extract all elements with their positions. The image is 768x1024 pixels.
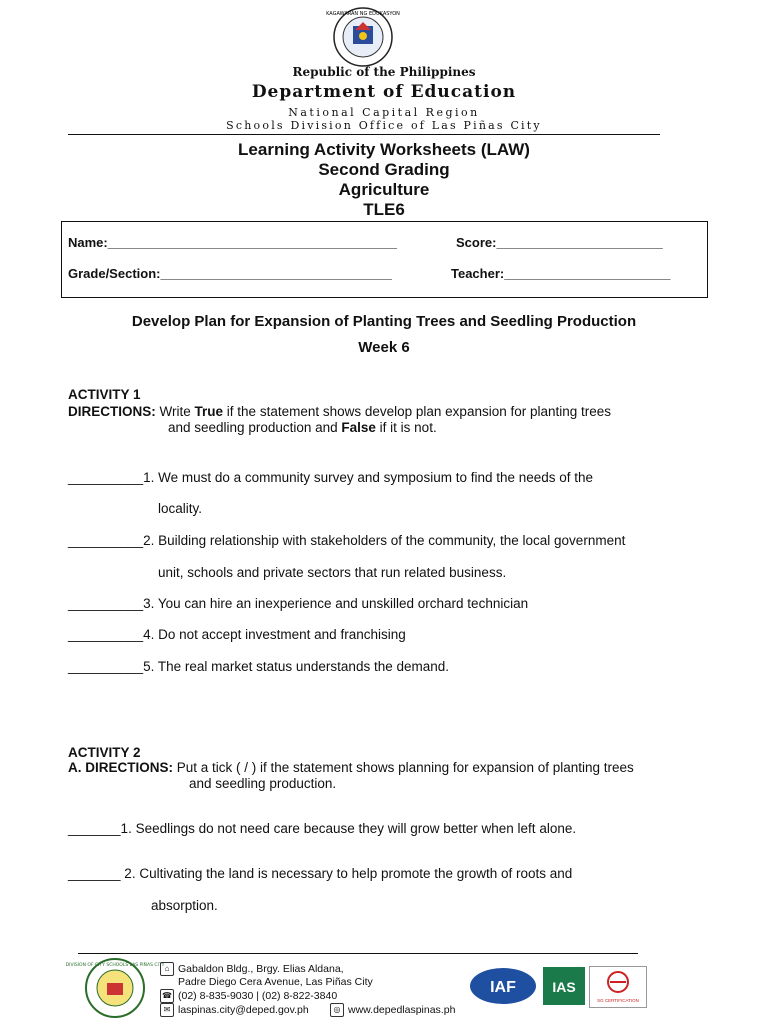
department-text: Department of Education [251,82,517,102]
activity2-item-2-cont: absorption. [151,898,218,913]
activity1-item-4[interactable]: __________4. Do not accept investment and franchising [68,627,406,642]
deped-seal-logo [325,6,401,68]
lesson-title: Develop Plan for Expansion of Planting Trees and Seedling Production [131,313,637,330]
email-line[interactable]: ✉ laspinas.city@deped.gov.ph [160,1003,309,1017]
activity1-item-3[interactable]: __________3. You can hire an inexperience and unskilled orchard technician [68,596,529,611]
activity2-heading: ACTIVITY 2 [68,745,141,760]
phone-icon: ☎ [160,989,174,1003]
grading-title: Second Grading [318,160,450,179]
republic-text: Republic of the Philippines [292,65,476,79]
directions-text-a: Write [159,404,195,419]
iaf-text: IAF [490,979,516,996]
score-field[interactable]: Score:_______________________ [456,235,663,250]
directions-text-c: and seedling production and [168,420,342,435]
address-line-2: Padre Diego Cera Avenue, Las Piñas City [178,976,373,988]
footer-divider [78,953,638,954]
division-seal-text: DIVISION OF CITY SCHOOLS LAS PIÑAS CITY [65,963,165,968]
week-label: Week 6 [358,339,410,356]
directions-text-d: if it is not. [375,420,437,435]
iaf-logo [468,966,538,1006]
activity1-item-1[interactable]: __________1. We must do a community survey and symposium to find the needs of the [68,470,594,485]
email-icon: ✉ [160,1003,174,1017]
location-icon: ⌂ [160,962,174,976]
worksheet-title: Learning Activity Worksheets (LAW) [238,140,530,159]
ias-logo [542,966,586,1006]
header-divider [68,134,660,135]
ias-text: IAS [552,979,576,995]
phone-line: ☎ (02) 8-835-9030 | (02) 8-822-3840 [160,989,337,1003]
false-word: False [341,420,376,435]
directions-label: DIRECTIONS: [68,404,156,419]
student-info-box [61,221,708,298]
course-title: TLE6 [363,200,405,219]
address-line-1: ⌂ Gabaldon Bldg., Brgy. Elias Aldana, [160,962,344,976]
activity2-directions [68,760,634,775]
directions-label: A. DIRECTIONS: [68,760,174,775]
activity1-item-1-cont: locality. [158,501,203,516]
true-word: True [194,404,224,419]
sg-certification-logo [589,966,647,1008]
teacher-field[interactable]: Teacher:_______________________ [451,266,671,281]
directions-text-b: if the statement shows develop plan expansion for planting trees [223,404,612,419]
name-field[interactable]: Name:________________________________________ [68,235,397,250]
activity1-heading: ACTIVITY 1 [68,387,141,402]
globe-icon: ◎ [330,1003,344,1017]
division-text: Schools Division Office of Las Piñas City [226,119,542,132]
sg-cert-text: SG CERTIFICATION [597,998,639,1003]
website-line[interactable]: ◎ www.depedlaspinas.ph [330,1003,455,1017]
seal-text: KAGAWARAN NG EDUKASYON [326,11,400,17]
activity2-directions-cont: and seedling production. [189,776,337,791]
region-text: National Capital Region [288,106,480,119]
activity1-directions [68,404,611,419]
directions-text-a: Put a tick ( / ) if the statement shows planning for expansion of planting trees [173,760,634,775]
division-seal-logo [65,957,165,1019]
activity1-item-5[interactable]: __________5. The real market status understands the demand. [68,659,450,674]
activity1-item-2[interactable]: __________2. Building relationship with stakeholders of the community, the local government [68,533,626,548]
activity2-item-1[interactable]: _______1. Seedlings do not need care because they will grow better when left alone. [68,821,577,836]
activity2-item-2[interactable]: _______ 2. Cultivating the land is necessary to help promote the growth of roots and [68,866,573,881]
grade-section-field[interactable]: Grade/Section:________________________________ [68,266,392,281]
subject-title: Agriculture [338,180,430,199]
activity1-item-2-cont: unit, schools and private sectors that run related business. [158,565,507,580]
activity1-directions-cont [168,420,437,435]
